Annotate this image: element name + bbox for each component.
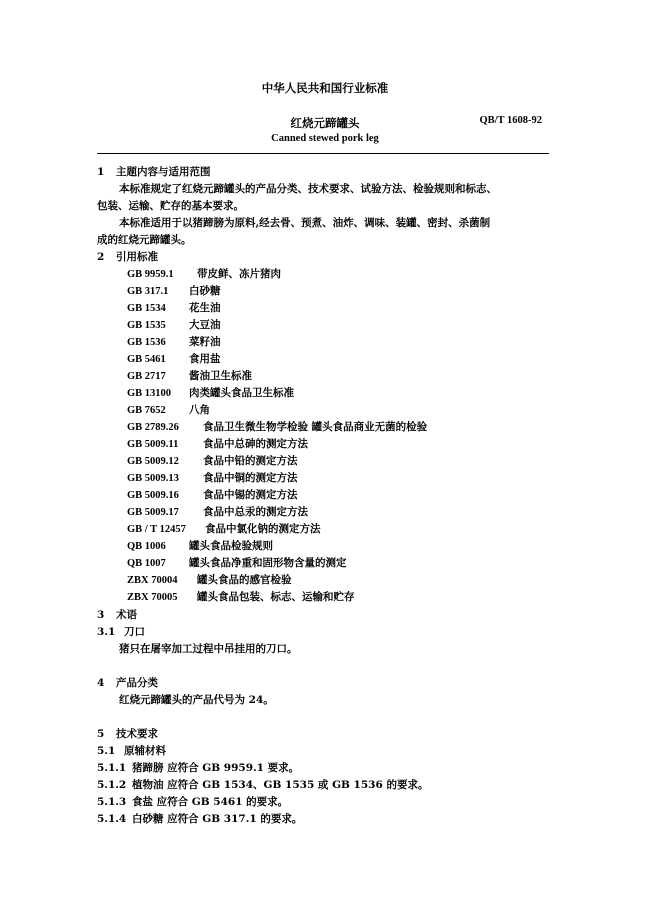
subsection-3-1-heading	[97, 626, 145, 639]
standard-number: GB 5009.11	[127, 439, 179, 450]
section-number: 4	[97, 677, 105, 689]
subsection-5-1-heading	[97, 745, 166, 758]
requirement-text: 猪蹄膀 应符合 GB 9959.1 要求。	[132, 762, 300, 774]
s4-text: 红烧元蹄罐头的产品代号为 24。	[119, 694, 274, 706]
standard-name: 食品卫生微生物学检验 罐头食品商业无菌的检验	[203, 421, 428, 433]
standard-name: 食品中锡的测定方法	[203, 489, 298, 501]
requirement-item	[97, 762, 300, 775]
requirement-text: 白砂糖 应符合 GB 317.1 的要求。	[132, 813, 303, 825]
english-title: Canned stewed pork leg	[271, 133, 379, 144]
standard-number: GB 1534	[127, 303, 166, 314]
standard-number: GB 5009.17	[127, 507, 179, 518]
standard-name: 大豆油	[189, 319, 221, 331]
document-title: 红烧元蹄罐头	[290, 116, 360, 130]
standard-number: GB 2789.26	[127, 422, 179, 433]
section-title: 主题内容与适用范围	[116, 166, 211, 178]
standard-name: 菜籽油	[189, 336, 221, 348]
s3-definition-text: 猪只在屠宰加工过程中吊挂用的刀口。	[119, 643, 298, 655]
standard-number: GB 9959.1	[127, 269, 174, 280]
subsection-title: 刀口	[124, 626, 145, 638]
standard-number: GB 5009.16	[127, 490, 179, 501]
standard-name: 罐头食品包装、标志、运输和贮存	[197, 591, 355, 603]
subsection-number: 3.1	[97, 626, 116, 638]
standard-name: 罐头食品净重和固形物含量的测定	[189, 557, 347, 569]
section-title: 术语	[116, 609, 137, 621]
subsection-number: 5.1	[97, 745, 116, 757]
s1-paragraph-2-line-2: 成的红烧元蹄罐头。	[97, 234, 192, 246]
standard-name: 带皮鲜、冻片猪肉	[197, 268, 281, 280]
requirement-number: 5.1.4	[97, 813, 127, 825]
standard-number: GB 1536	[127, 337, 166, 348]
requirement-item	[97, 796, 289, 809]
standard-name: 白砂糖	[189, 285, 221, 297]
standard-number: GB 5461	[127, 354, 166, 365]
subsection-title: 原辅材料	[124, 745, 166, 757]
s1-paragraph-1-line-2: 包装、运输、贮存的基本要求。	[97, 200, 244, 212]
section-title: 产品分类	[116, 677, 158, 689]
standard-number: GB 13100	[127, 388, 172, 399]
standard-number: GB 5009.13	[127, 473, 179, 484]
standard-name: 食品中氯化钠的测定方法	[205, 523, 321, 535]
section-title: 技术要求	[116, 728, 158, 740]
section-number: 3	[97, 609, 105, 621]
document-header-org: 中华人民共和国行业标准	[261, 81, 389, 95]
standard-name: 食品中总砷的测定方法	[203, 438, 308, 450]
header-divider	[97, 153, 549, 154]
standard-name: 食品中铅的测定方法	[203, 455, 298, 467]
standard-number: GB / T 12457	[127, 524, 186, 535]
standard-name: 肉类罐头食品卫生标准	[189, 387, 294, 399]
standard-name: 罐头食品的感官检验	[197, 574, 292, 586]
standard-name: 食品中铜的测定方法	[203, 472, 298, 484]
standard-name: 花生油	[189, 302, 221, 314]
requirement-text: 植物油 应符合 GB 1534、GB 1535 或 GB 1536 的要求。	[132, 779, 429, 791]
standard-name: 八角	[189, 404, 210, 416]
standard-code: QB/T 1608-92	[479, 115, 542, 126]
standard-number: QB 1006	[127, 541, 166, 552]
s1-paragraph-1-line-1: 本标准规定了红烧元蹄罐头的产品分类、技术要求、试验方法、检验规则和标志、	[119, 183, 497, 195]
standard-name: 罐头食品检验规则	[189, 540, 273, 552]
requirement-item	[97, 813, 303, 826]
s1-paragraph-2-line-1: 本标准适用于以猪蹄膀为原料,经去骨、预煮、油炸、调味、装罐、密封、杀菌制	[119, 217, 491, 229]
section-4-heading	[97, 677, 158, 690]
standard-number: ZBX 70004	[127, 575, 178, 586]
requirement-number: 5.1.3	[97, 796, 127, 808]
section-2-heading	[97, 251, 158, 264]
requirement-text: 食盐 应符合 GB 5461 的要求。	[132, 796, 289, 808]
section-3-heading	[97, 609, 137, 622]
standard-name: 食用盐	[189, 353, 221, 365]
section-title: 引用标准	[116, 251, 158, 263]
section-number: 2	[97, 251, 105, 263]
standard-name: 酱油卫生标准	[189, 370, 252, 382]
standard-number: GB 1535	[127, 320, 166, 331]
standard-number: GB 317.1	[127, 286, 169, 297]
section-1-heading	[97, 166, 211, 179]
requirement-item	[97, 779, 429, 792]
section-number: 5	[97, 728, 105, 740]
standard-number: QB 1007	[127, 558, 166, 569]
standard-number: ZBX 70005	[127, 592, 178, 603]
requirement-number: 5.1.1	[97, 762, 127, 774]
standard-number: GB 5009.12	[127, 456, 179, 467]
standard-number: GB 2717	[127, 371, 166, 382]
section-number: 1	[97, 166, 105, 178]
section-5-heading	[97, 728, 158, 741]
standard-name: 食品中总汞的测定方法	[203, 506, 308, 518]
standard-number: GB 7652	[127, 405, 166, 416]
requirement-number: 5.1.2	[97, 779, 127, 791]
